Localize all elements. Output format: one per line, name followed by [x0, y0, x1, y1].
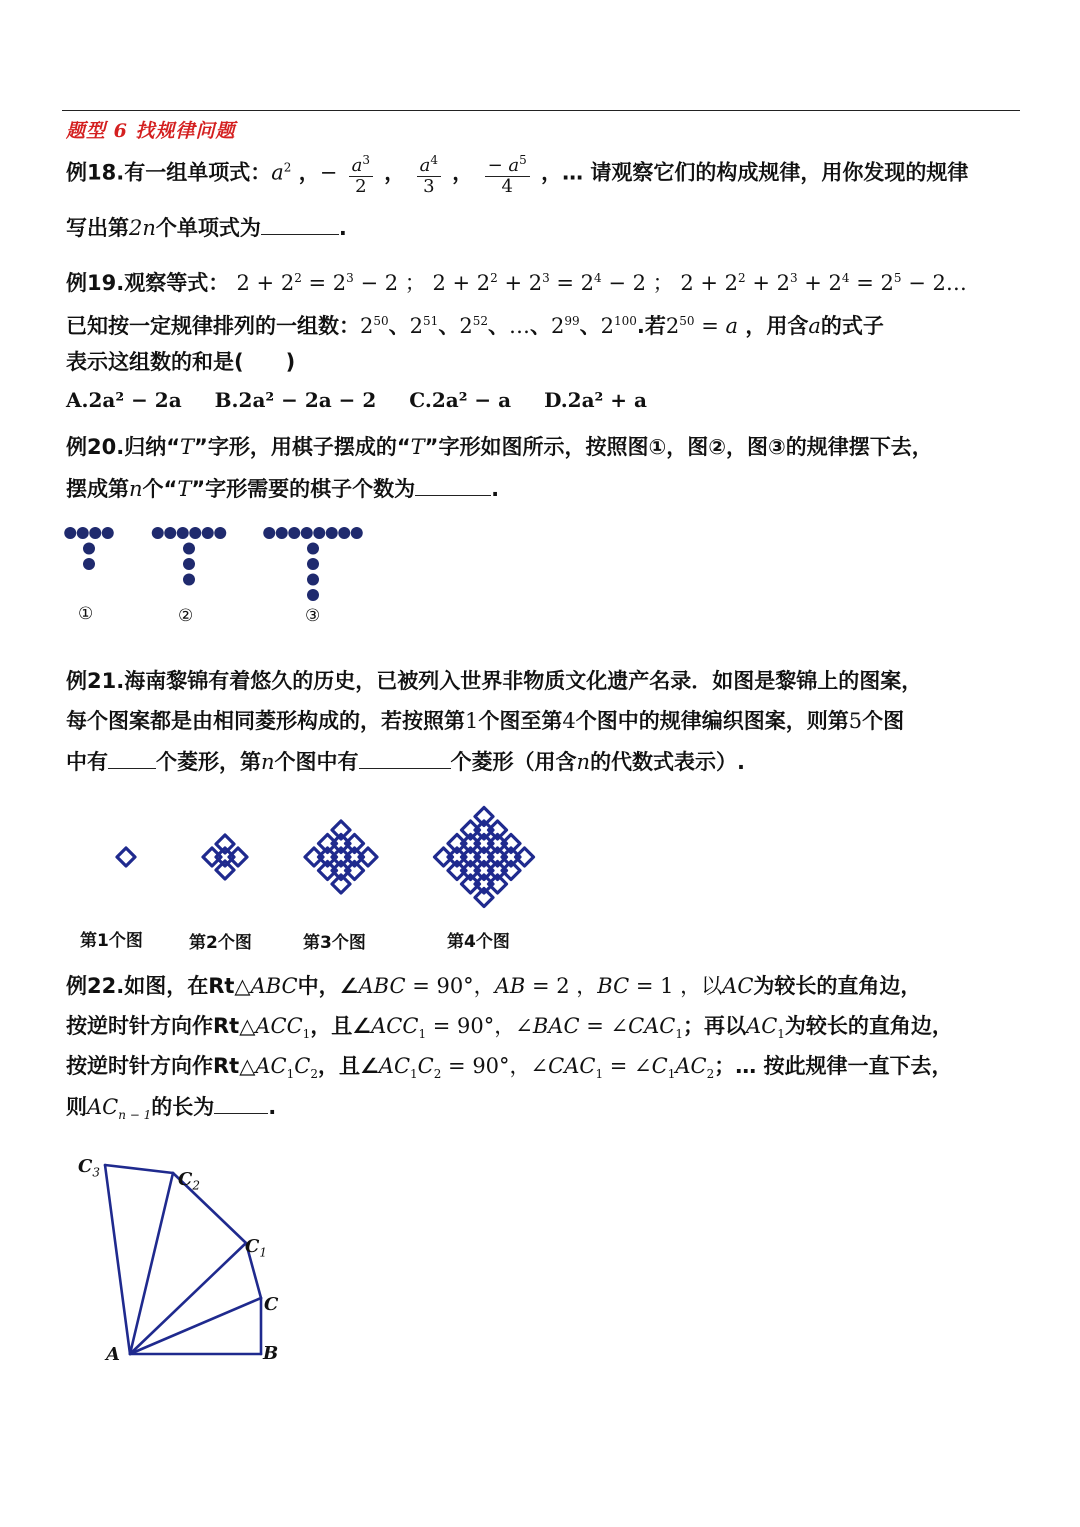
t-fig2-top-dot — [152, 527, 164, 539]
point-label-c: C — [264, 1294, 279, 1315]
ex21-line2: 每个图案都是由相同菱形构成的，若按照第1个图至第4个图中的规律编织图案，则第5个图 — [66, 709, 905, 733]
point-label-a: A — [106, 1344, 120, 1365]
diamond-fig2 — [203, 848, 221, 866]
answer-blank[interactable] — [108, 748, 156, 769]
t-fig2-top-dot — [214, 527, 226, 539]
t-shape-figures — [64, 527, 363, 601]
t-fig1-stem-dot — [83, 558, 95, 570]
answer-blank[interactable] — [359, 748, 451, 769]
edge-c2c3 — [105, 1165, 173, 1173]
t-fig3-top-dot — [301, 527, 313, 539]
t-fig1-top-dot — [89, 527, 101, 539]
ex18-fraction-3: $\frac{- a^5}{4}$ — [485, 150, 530, 197]
diamond-fig2 — [216, 848, 234, 866]
diamond-fig1 — [117, 848, 135, 866]
point-label-c3: $C_3$ — [78, 1156, 100, 1180]
section-title: 题型 6 找规律问题 — [66, 120, 236, 142]
fig-label-3: ③ — [305, 606, 321, 626]
t-fig2-stem-dot — [183, 574, 195, 586]
diamond-pattern-figures — [117, 808, 534, 907]
ex18-line1: 例18.有一组单项式：$a^2$ ，− $\frac{a^3}{2}$ ， $\frac{a^4}{3}$ ， $\frac{- a^5}{4}$ ，… 请观察它们的构成规律，用你发现的规律 — [66, 150, 968, 197]
edge-ac2 — [130, 1173, 173, 1354]
ex22-line2: 按逆时针方向作$Rt\triangle ACC_1$，且$\angle ACC_1 = 90^\circ$，∠BAC = $\angle CAC_1$；再以$AC_1$为较长的直角边， — [66, 1014, 953, 1042]
t-fig2-top-dot — [164, 527, 176, 539]
t-fig3-stem-dot — [307, 574, 319, 586]
t-fig3-top-dot — [351, 527, 363, 539]
caption-fig2: 第2个图 — [189, 933, 252, 953]
point-label-b: B — [263, 1343, 279, 1364]
t-fig1-top-dot — [64, 527, 76, 539]
triangle-spiral-figure — [105, 1165, 261, 1354]
ex21-line1: 例21.海南黎锦有着悠久的历史，已被列入世界非物质文化遗产名录．如图是黎锦上的图案， — [66, 669, 923, 693]
t-fig3-stem-dot — [307, 543, 319, 555]
t-fig3-top-dot — [288, 527, 300, 539]
t-fig2-stem-dot — [183, 558, 195, 570]
option-d[interactable]: D.2a² + a — [544, 388, 647, 412]
t-fig3-stem-dot — [307, 558, 319, 570]
option-b[interactable]: B.2a² − 2a − 2 — [214, 388, 377, 412]
point-label-c1: $C_1$ — [245, 1236, 267, 1260]
ex20-line1: 例20.归纳“T”字形，用棋子摆成的“T”字形如图所示，按照图①，图②，图③的规律摆下去， — [66, 435, 933, 459]
ex22-line1: 例22.如图，在Rt△ABC中，∠ABC = 90°，AB = 2 ，BC = 1 ，以AC为较长的直角边， — [66, 974, 922, 998]
caption-fig3: 第3个图 — [303, 933, 366, 953]
caption-fig1: 第1个图 — [80, 931, 143, 951]
answer-blank[interactable] — [214, 1093, 268, 1114]
t-fig3-top-dot — [276, 527, 288, 539]
ex18-fraction-2: $\frac{a^4}{3}$ — [417, 150, 441, 197]
ex22-line3: 按逆时针方向作$Rt\triangle AC_1C_2$，且$\angle AC_1C_2 = 90^\circ$，$\angle CAC_1$ = $\angle C_1AC_2$；… 按此规律一直下去， — [66, 1054, 953, 1082]
t-fig2-stem-dot — [183, 543, 195, 555]
diamond-fig2 — [216, 835, 234, 853]
t-fig2-top-dot — [189, 527, 201, 539]
point-label-c2: $C_2$ — [178, 1169, 200, 1193]
option-c[interactable]: C.2a² − a — [409, 388, 512, 412]
t-fig1-top-dot — [77, 527, 89, 539]
t-fig3-top-dot — [263, 527, 275, 539]
edge-ac3 — [105, 1165, 130, 1354]
fig-label-2: ② — [178, 606, 194, 626]
t-fig3-stem-dot — [307, 589, 319, 601]
ex19-line2: 已知按一定规律排列的一组数：$2^{50}$、$2^{51}$、$2^{52}$、…、$2^{99}$、$2^{100}$.若$2^{50} = a$ ，用含a的式子 — [66, 314, 884, 338]
diamond-fig2 — [229, 848, 247, 866]
edge-ac1 — [130, 1243, 246, 1354]
ex20-line2: 摆成第n个“T”字形需要的棋子个数为 . — [66, 477, 500, 501]
t-fig1-stem-dot — [83, 543, 95, 555]
t-fig3-top-dot — [326, 527, 338, 539]
ex18-line2: 写出第2n个单项式为 . — [66, 216, 347, 240]
t-fig3-top-dot — [313, 527, 325, 539]
ex22-line4: 则$AC_{n - 1}$的长为 . — [66, 1095, 277, 1123]
diamond-fig2 — [216, 861, 234, 879]
caption-fig4: 第4个图 — [447, 932, 510, 952]
ex21-line3: 中有 个菱形，第n个图中有 个菱形（用含n的代数式表示）. — [66, 750, 746, 774]
t-fig1-top-dot — [102, 527, 114, 539]
t-fig2-top-dot — [202, 527, 214, 539]
t-fig3-top-dot — [338, 527, 350, 539]
ex19-line1: 例19.观察等式： $2 + 2^2 = 2^3 - 2$ ； $2 + 2^2 + 2^3 = 2^4 - 2$ ； $2 + 2^2 + 2^3 + 2^4 = 2^5$ − 2… — [66, 271, 967, 295]
ex19-line3: 表示这组数的和是( ) — [66, 350, 296, 374]
option-a[interactable]: A.2a² − 2a — [66, 388, 182, 412]
ex18-fraction-1: $\frac{a^3}{2}$ — [349, 150, 373, 197]
edge-ac — [130, 1298, 261, 1354]
fig-label-1: ① — [78, 604, 94, 624]
t-fig2-top-dot — [177, 527, 189, 539]
